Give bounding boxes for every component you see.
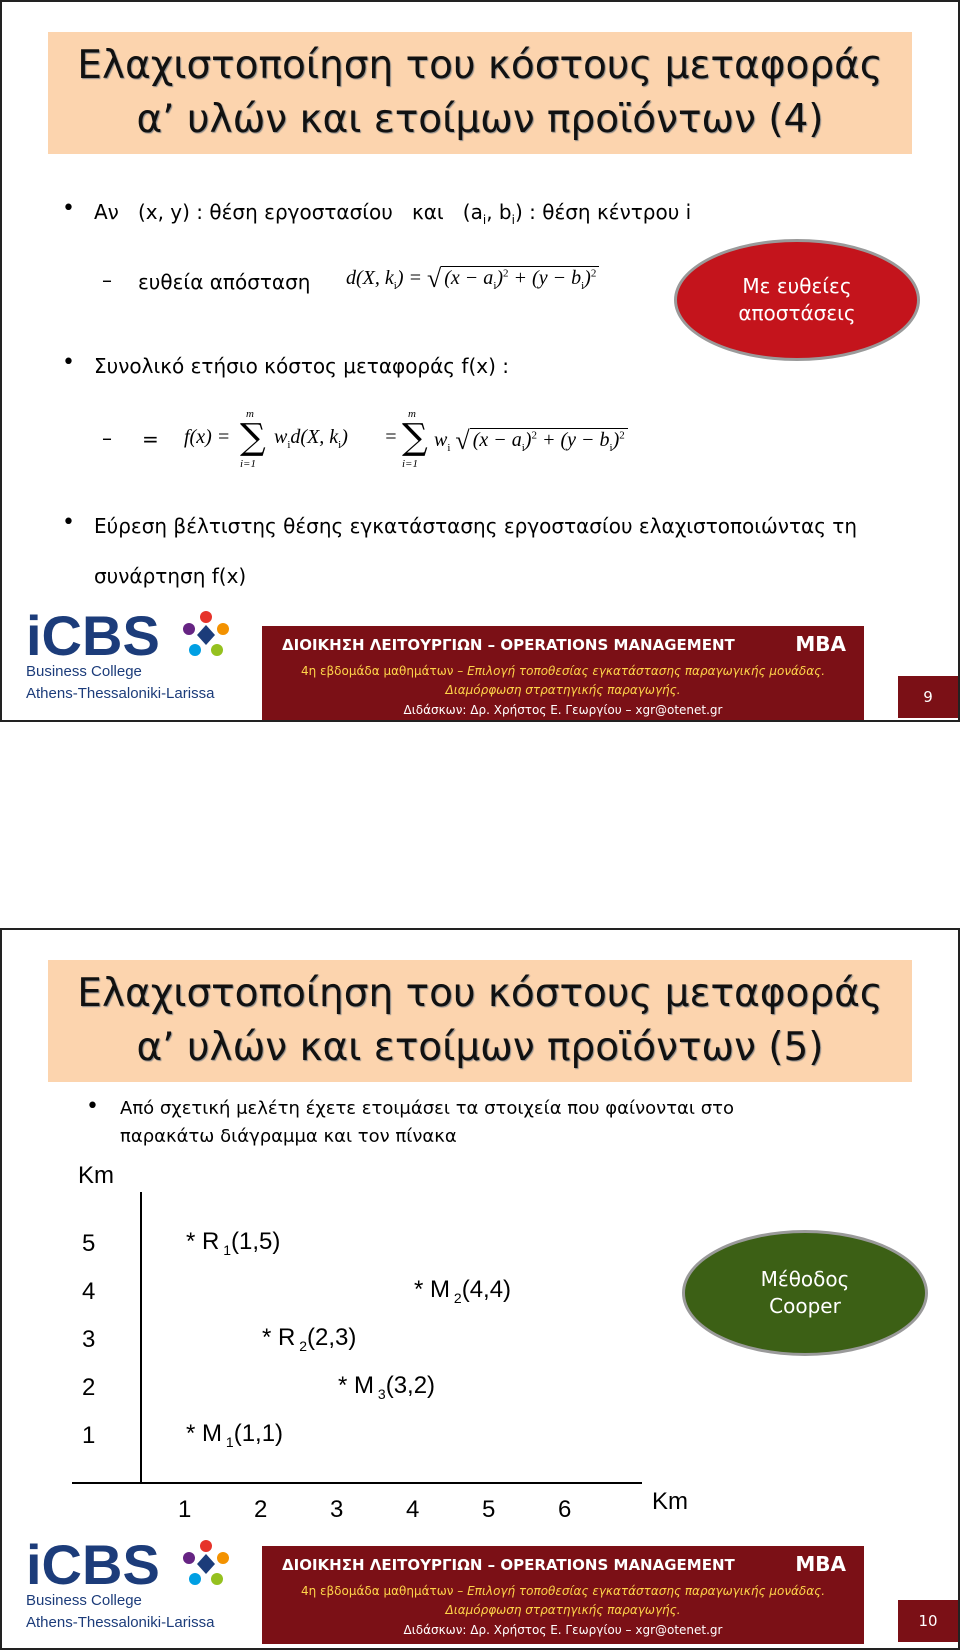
- svg-text:iCBS: iCBS: [26, 1533, 160, 1596]
- slide-title-line2: α’ υλών και ετοίμων προϊόντων (4): [136, 97, 824, 142]
- bullet-location-definition: Αν (x, y) : θέση εργοστασίου και ($a_i$, $b_i$) : θέση κέντρου i: [94, 200, 692, 227]
- icbs-logo-graphic: [24, 1526, 244, 1636]
- svg-text:Athens-Thessaloniki-Larissa: Athens-Thessaloniki-Larissa: [26, 1614, 215, 1631]
- course-info-band: [262, 1546, 864, 1644]
- page-number: 9: [898, 676, 958, 718]
- slide-title-line2: α’ υλών και ετοίμων προϊόντων (5): [136, 1025, 824, 1070]
- svg-text:Athens-Thessaloniki-Larissa: Athens-Thessaloniki-Larissa: [26, 685, 215, 702]
- slide-title-box: [48, 32, 912, 154]
- y-tick-label: 3: [82, 1326, 96, 1353]
- data-point-m3: * M $_3$(3,2): [338, 1372, 436, 1402]
- sub-dash: –: [102, 268, 112, 292]
- y-tick-label: 4: [82, 1278, 96, 1305]
- sub-dash: –: [102, 426, 112, 450]
- sub-equals: =: [142, 427, 159, 451]
- icbs-logo-graphic: [24, 597, 244, 707]
- logo-star-icon: [183, 1540, 229, 1585]
- mba-label: MBA: [795, 1552, 846, 1576]
- course-title: ΔΙΟΙΚΗΣΗ ΛΕΙΤΟΥΡΓΙΩΝ – OPERATIONS MANAGEMENT: [282, 1556, 735, 1574]
- x-tick-label: 5: [482, 1496, 496, 1523]
- data-point-r1: * R $_1$(1,5): [186, 1228, 281, 1258]
- icbs-logo: [24, 1526, 244, 1636]
- x-tick-label: 2: [254, 1496, 268, 1523]
- x-tick-label: 3: [330, 1496, 344, 1523]
- data-point-m1: * M $_1$(1,1): [186, 1420, 284, 1450]
- slide-title-line1: Ελαχιστοποίηση του κόστους μεταφοράς: [77, 971, 883, 1016]
- total-cost-formula: f(x) = m ∑ i=1 $w_id(X$, $k_i$) = m ∑ i=1 $w_i$ √ $(x - a_i)^2 + (y - b_i)^2$: [184, 408, 704, 474]
- svg-text:iCBS: iCBS: [26, 604, 160, 667]
- y-axis-label: Km: [78, 1162, 114, 1189]
- instructor-info: Διδάσκων: Δρ. Χρήστος Ε. Γεωργίου – xgr@otenet.gr: [403, 1623, 723, 1637]
- x-tick-label: 6: [558, 1496, 572, 1523]
- page-number: 10: [898, 1600, 958, 1642]
- bullet-dot: •: [62, 196, 75, 221]
- slide-title-line1: Ελαχιστοποίηση του κόστους μεταφοράς: [77, 43, 883, 88]
- svg-text:Business College: Business College: [26, 663, 142, 680]
- y-tick-label: 1: [82, 1422, 96, 1449]
- y-axis-line: [140, 1192, 142, 1482]
- bullet-optimal-location-line1: Εύρεση βέλτιστης θέσης εγκατάστασης εργοστασίου ελαχιστοποιώντας τη: [94, 514, 858, 538]
- x-axis-label: Km: [652, 1488, 688, 1515]
- course-info-band: [262, 626, 864, 722]
- x-tick-label: 1: [178, 1496, 192, 1523]
- logo-star-icon: [183, 611, 229, 656]
- strategy-subtopic: Διαμόρφωση στρατηγικής παραγωγής.: [445, 683, 681, 697]
- x-tick-label: 4: [406, 1496, 420, 1523]
- bullet-dot: •: [86, 1094, 99, 1119]
- x-axis-line: [72, 1482, 642, 1484]
- week-topic: 4η εβδομάδα μαθημάτων – Επιλογή τοποθεσίας εγκατάστασης παραγωγικής μονάδας.: [300, 664, 826, 678]
- strategy-subtopic: Διαμόρφωση στρατηγικής παραγωγής.: [445, 1603, 681, 1617]
- slide-9: [0, 0, 960, 722]
- y-tick-label: 5: [82, 1230, 96, 1257]
- distance-formula: d(X, $k_i$) = √ $(x - a_i)^2 + (y - b_i)^2$: [346, 264, 599, 294]
- course-title: ΔΙΟΙΚΗΣΗ ΛΕΙΤΟΥΡΓΙΩΝ – OPERATIONS MANAGEMENT: [282, 636, 735, 654]
- bullet-total-cost: Συνολικό ετήσιο κόστος μεταφοράς f(x) :: [94, 354, 509, 378]
- data-point-r2: * R $_2$(2,3): [262, 1324, 357, 1354]
- instructor-info: Διδάσκων: Δρ. Χρήστος Ε. Γεωργίου – xgr@otenet.gr: [403, 703, 723, 717]
- svg-text:Business College: Business College: [26, 1592, 142, 1609]
- slide-10: [0, 928, 960, 1650]
- bullet-dot: •: [62, 510, 75, 535]
- bullet-optimal-location-line2: συνάρτηση f(x): [94, 564, 247, 588]
- data-point-m2: * M $_2$(4,4): [414, 1276, 512, 1306]
- sub-straight-distance-label: ευθεία απόσταση: [138, 270, 311, 294]
- mba-label: MBA: [795, 632, 846, 656]
- week-topic: 4η εβδομάδα μαθημάτων – Επιλογή τοποθεσίας εγκατάστασης παραγωγικής μονάδας.: [300, 1584, 826, 1598]
- y-tick-label: 2: [82, 1374, 96, 1401]
- icbs-logo: [24, 597, 244, 707]
- bullet-study-line2: παρακάτω διάγραμμα και τον πίνακα: [120, 1126, 457, 1147]
- straight-distances-ellipse: Με ευθείες αποστάσεις: [674, 239, 920, 361]
- bullet-dot: •: [62, 350, 75, 375]
- bullet-study-line1: Από σχετική μελέτη έχετε ετοιμάσει τα στοιχεία που φαίνονται στο: [120, 1098, 734, 1119]
- cooper-method-ellipse: Μέθοδος Cooper: [682, 1230, 928, 1356]
